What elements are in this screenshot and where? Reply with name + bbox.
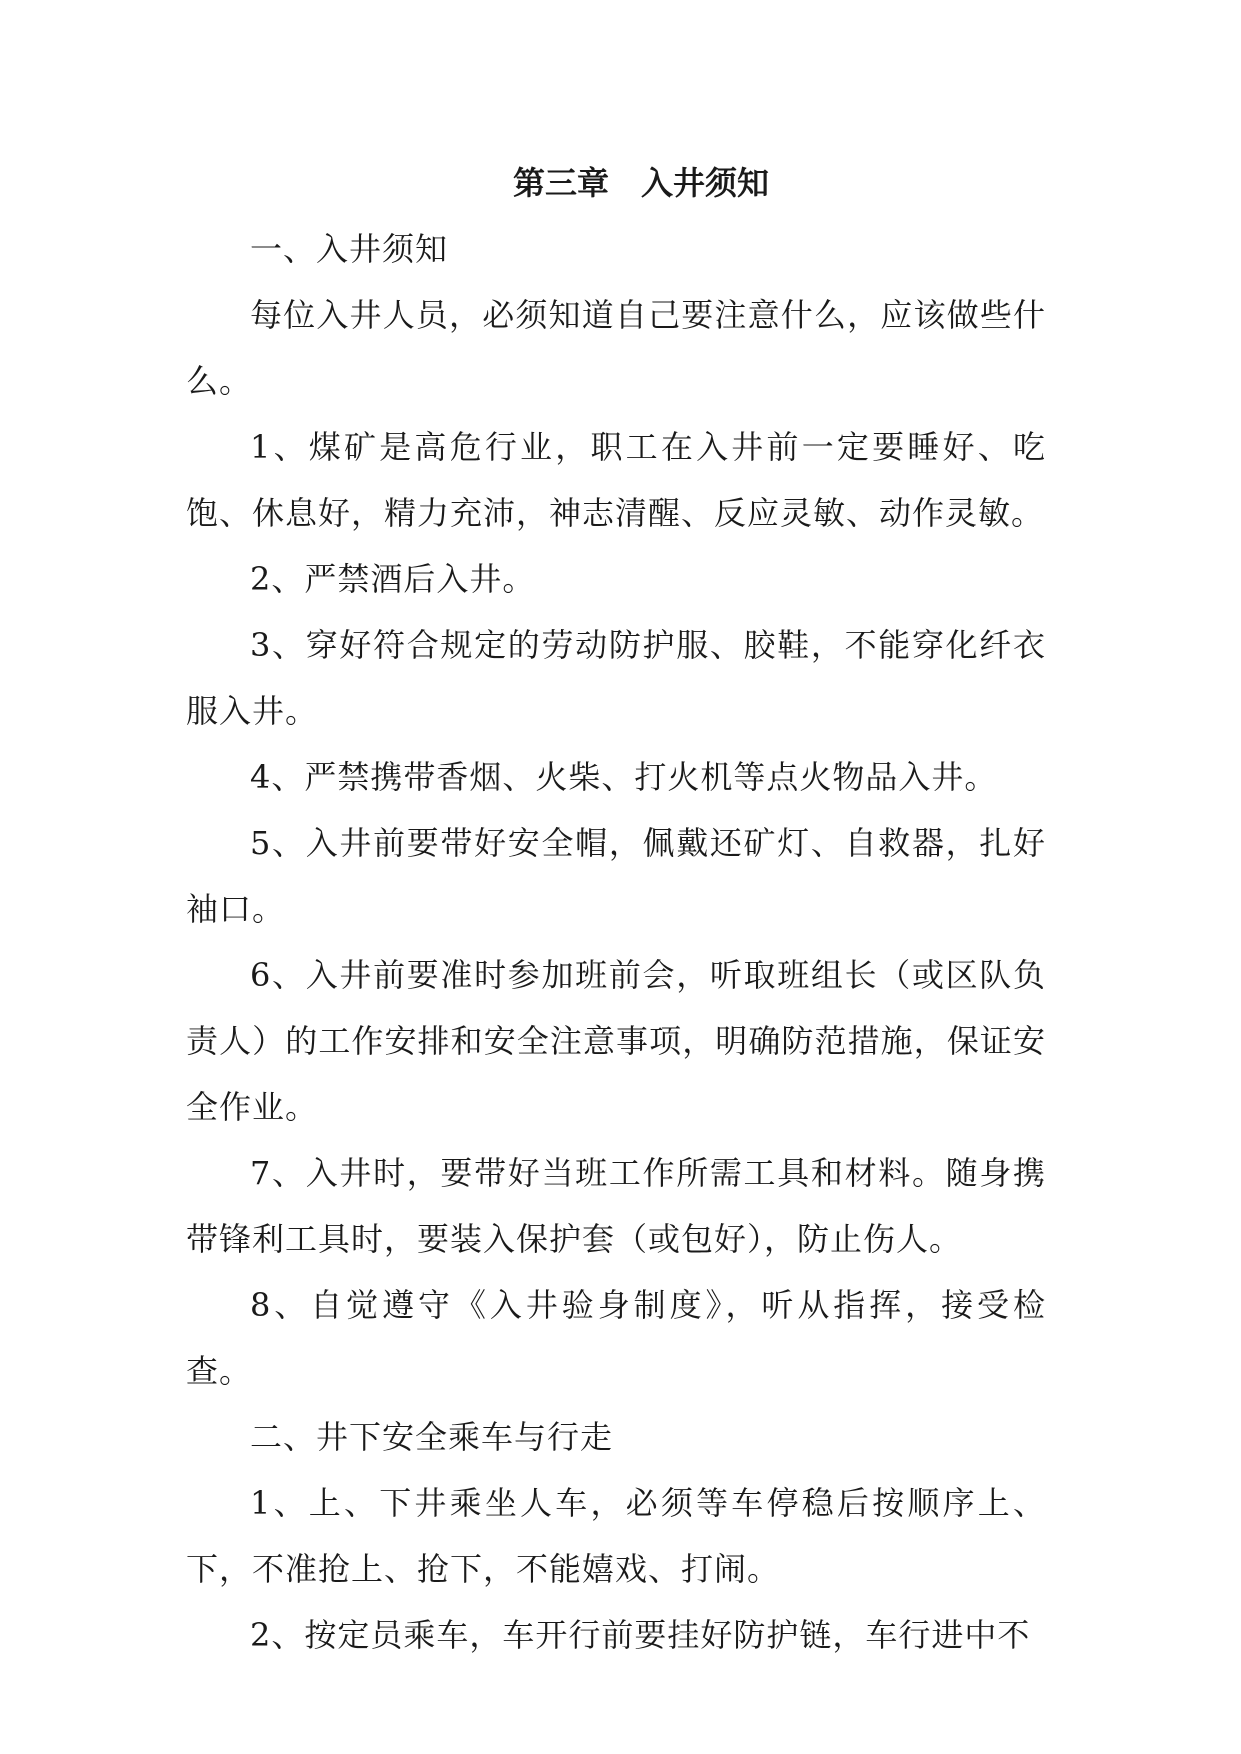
- rule-3-clothing: 3、穿好符合规定的劳动防护服、胶鞋，不能穿化纤衣服入井。: [186, 626, 1046, 730]
- ride-rule-2: 2、按定员乘车，车开行前要挂好防护链，车行进中不: [250, 1616, 1031, 1654]
- rule-7-tools: 7、入井时，要带好当班工作所需工具和材料。随身携带锋利工具时，要装入保护套（或包好），防止伤人。: [186, 1154, 1046, 1258]
- rule-6-shift-meeting: 6、入井前要准时参加班前会，听取班组长（或区队负责人）的工作安排和安全注意事项，明确防范措施，保证安全作业。: [186, 956, 1046, 1126]
- page-content: [186, 150, 1046, 1668]
- ride-rule-1: 1、上、下井乘坐人车，必须等车停稳后按顺序上、下，不准抢上、抢下，不能嬉戏、打闹。: [186, 1484, 1046, 1588]
- rule-1-rest: 1、煤矿是高危行业，职工在入井前一定要睡好、吃饱、休息好，精力充沛，神志清醒、反应灵敏、动作灵敏。: [186, 428, 1046, 532]
- rule-4-no-fire-items: 4、严禁携带香烟、火柴、打火机等点火物品入井。: [250, 758, 998, 796]
- rule-5-safety-gear: 5、入井前要带好安全帽，佩戴还矿灯、自救器，扎好袖口。: [186, 824, 1046, 928]
- chapter-title: 第三章 入井须知: [512, 164, 769, 202]
- intro-paragraph: 每位入井人员，必须知道自己要注意什么，应该做些什么。: [186, 296, 1046, 400]
- rule-2-no-alcohol: 2、严禁酒后入井。: [250, 560, 536, 598]
- rule-8-inspection: 8、自觉遵守《入井验身制度》，听从指挥，接受检查。: [186, 1286, 1046, 1390]
- section-heading-1: 一、入井须知: [250, 230, 449, 268]
- section-heading-2: 二、井下安全乘车与行走: [250, 1418, 614, 1456]
